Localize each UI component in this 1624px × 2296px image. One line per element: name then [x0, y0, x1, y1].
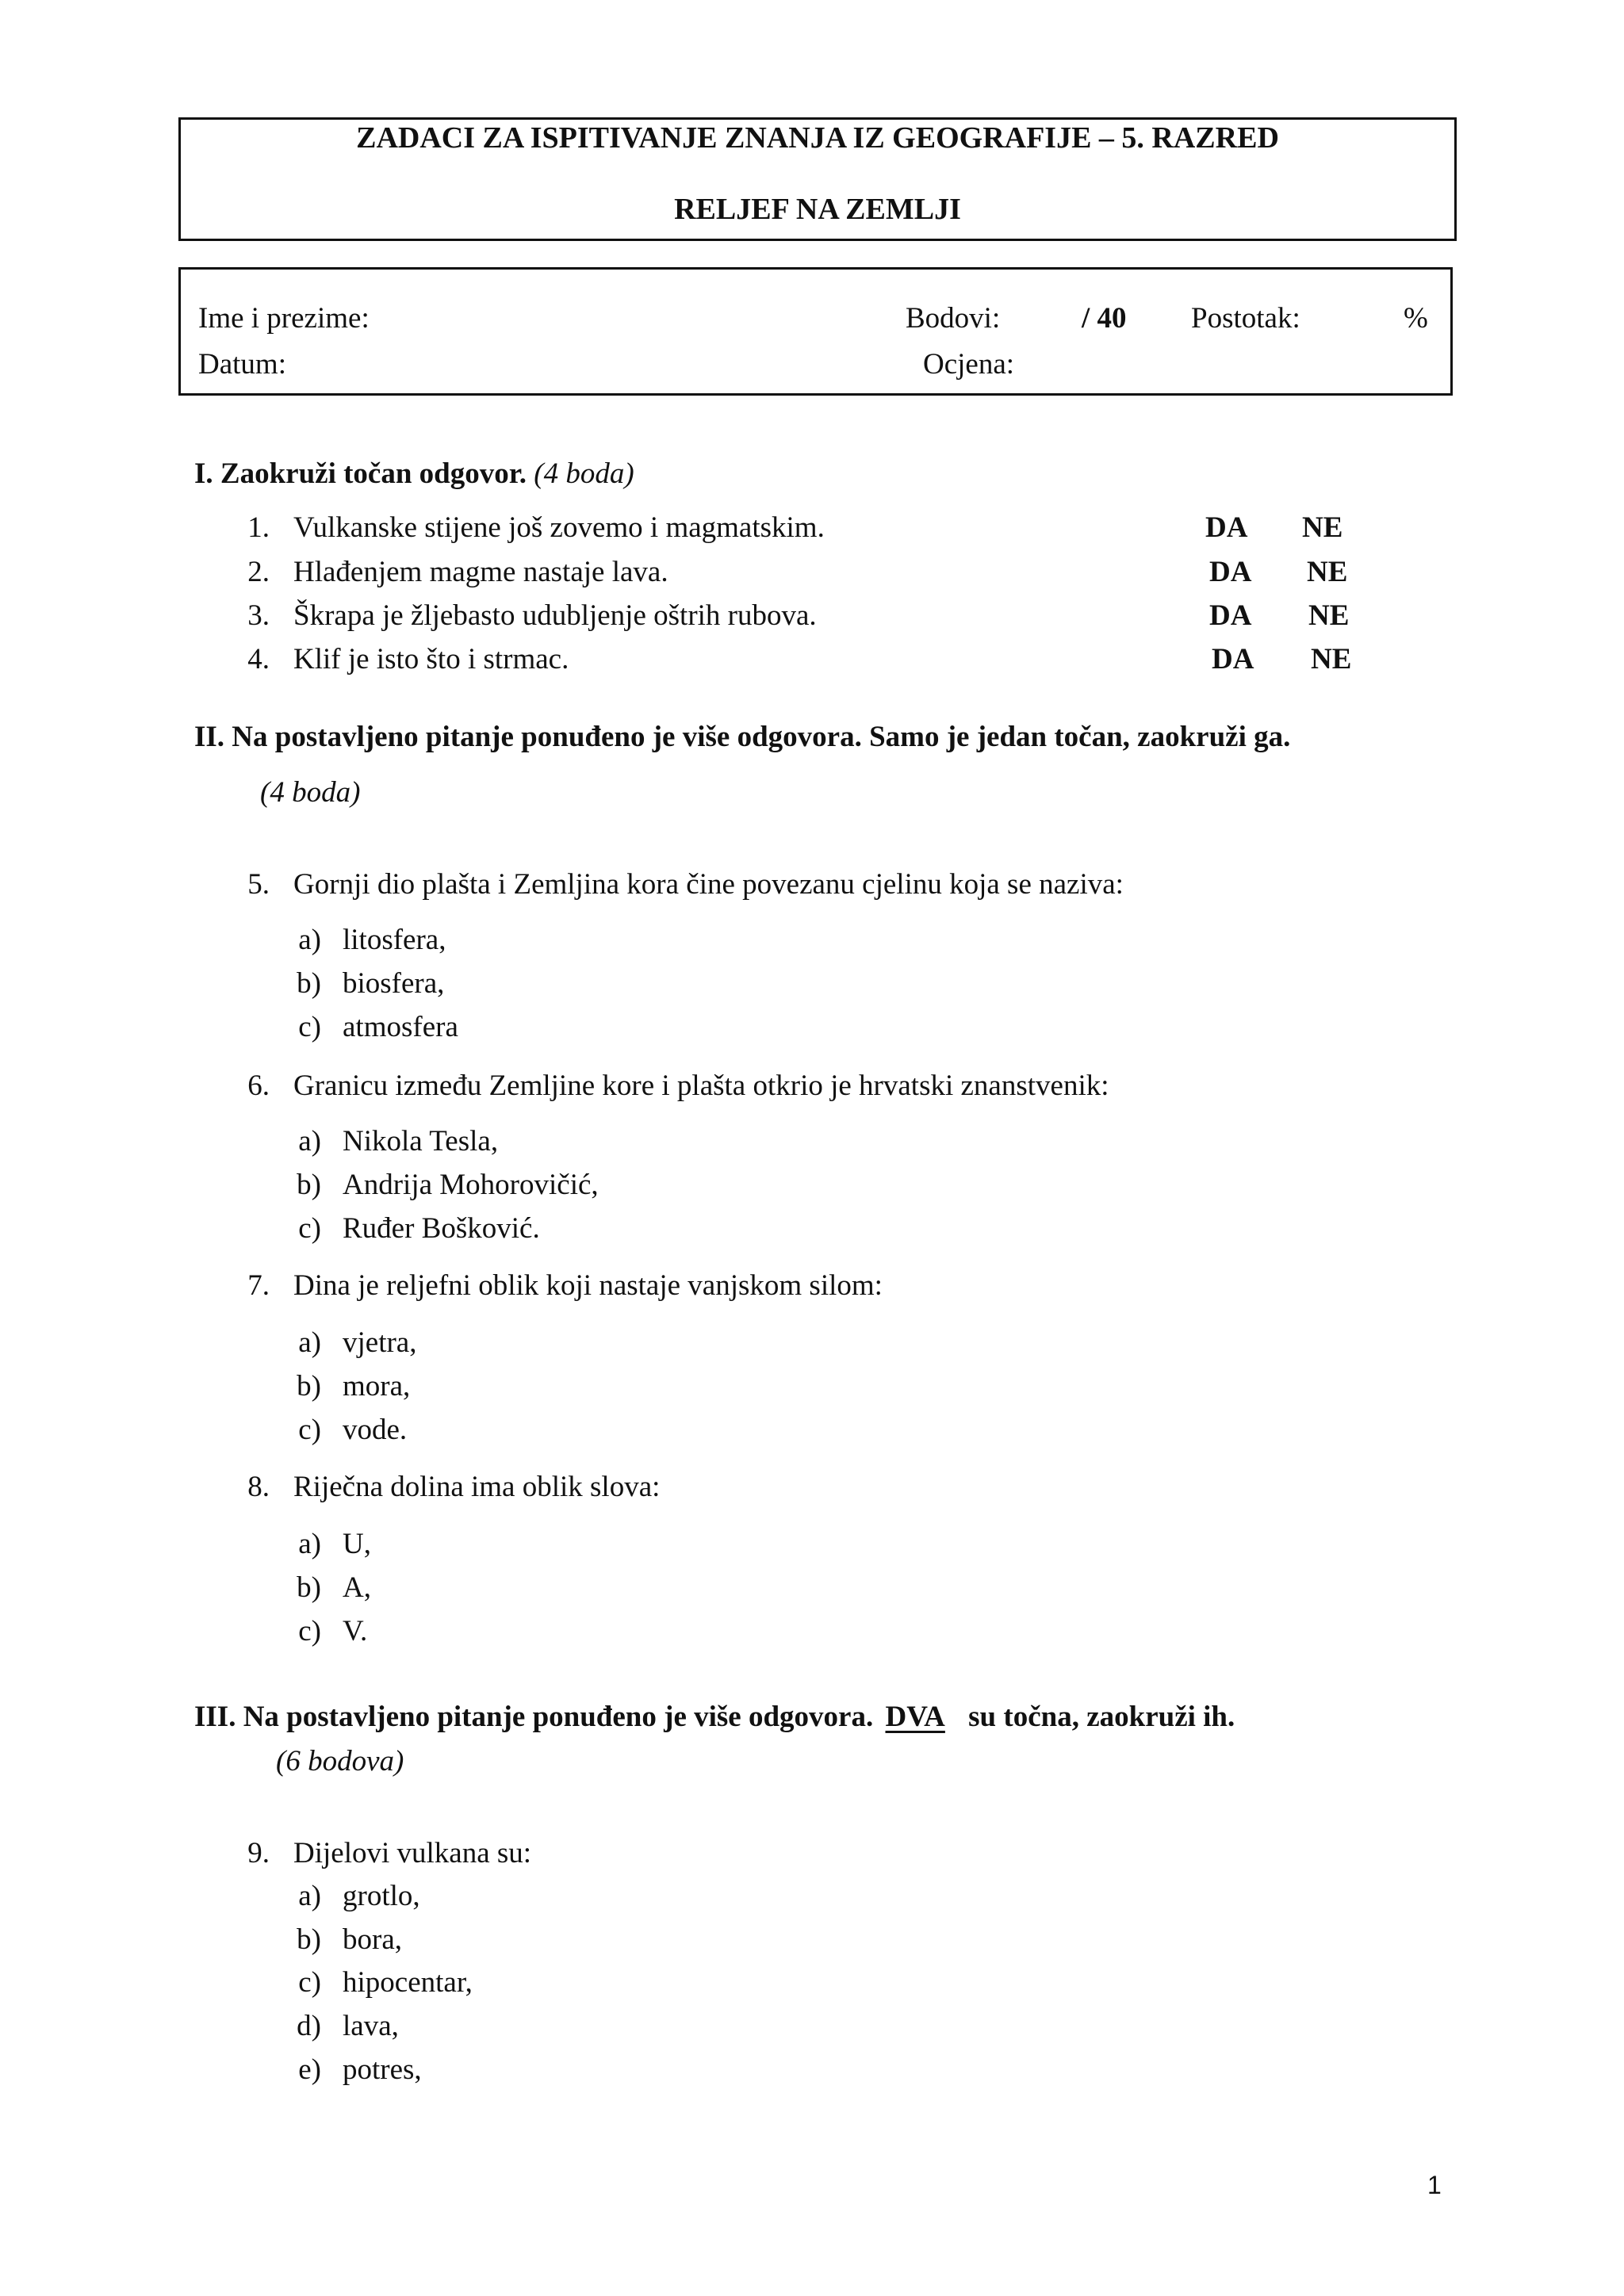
option-text[interactable]: mora, — [343, 1370, 411, 1402]
option-text[interactable]: A, — [343, 1571, 371, 1604]
option-text[interactable]: vode. — [343, 1414, 408, 1446]
statement-number: 4. — [247, 643, 270, 675]
option-letter[interactable]: e) — [298, 2053, 321, 2086]
option-letter[interactable]: a) — [298, 924, 321, 956]
statement-number: 2. — [247, 556, 270, 588]
name-label: Ime i prezime: — [198, 302, 370, 335]
option-text[interactable]: Ruđer Bošković. — [343, 1212, 540, 1245]
option-text[interactable]: bora, — [343, 1923, 402, 1956]
answer-no[interactable]: NE — [1307, 556, 1348, 588]
section-3-points: (6 bodova) — [276, 1745, 404, 1777]
question-number: 5. — [247, 868, 270, 901]
option-text[interactable]: V. — [343, 1615, 368, 1647]
option-letter[interactable]: c) — [298, 1414, 321, 1446]
option-text[interactable]: Nikola Tesla, — [343, 1125, 499, 1158]
option-letter[interactable]: c) — [298, 1966, 321, 1999]
section-1-points: (4 boda) — [534, 457, 634, 490]
answer-no[interactable]: NE — [1311, 643, 1352, 675]
question-number: 8. — [247, 1471, 270, 1503]
section-2-points: (4 boda) — [260, 776, 361, 809]
option-letter[interactable]: a) — [298, 1528, 321, 1560]
question-text: Granicu između Zemljine kore i plašta otkrio je hrvatski znanstvenik: — [293, 1070, 1109, 1102]
question-text: Dina je reljefni oblik koji nastaje vanjskom silom: — [293, 1269, 883, 1302]
points-label: Bodovi: — [906, 302, 1001, 335]
option-letter[interactable]: c) — [298, 1615, 321, 1647]
section-2-heading: II. Na postavljeno pitanje ponuđeno je više odgovora. Samo je jedan točan, zaokruži ga. — [194, 721, 1291, 753]
statement-text: Škrapa je žljebasto udubljenje oštrih rubova. — [293, 599, 817, 632]
statement-number: 1. — [247, 511, 270, 544]
option-letter[interactable]: b) — [297, 1571, 321, 1604]
option-letter[interactable]: c) — [298, 1212, 321, 1245]
option-text[interactable]: grotlo, — [343, 1880, 420, 1912]
option-letter[interactable]: b) — [297, 1169, 321, 1201]
section-3-heading-start: III. Na postavljeno pitanje ponuđeno je više odgovora. — [194, 1701, 874, 1733]
statement-text: Klif je isto što i strmac. — [293, 643, 569, 675]
option-text[interactable]: Andrija Mohorovičić, — [343, 1169, 599, 1201]
page-subtitle: RELJEF NA ZEMLJI — [674, 193, 961, 226]
answer-yes[interactable]: DA — [1212, 643, 1254, 675]
question-text: Dijelovi vulkana su: — [293, 1837, 532, 1869]
question-text: Riječna dolina ima oblik slova: — [293, 1471, 661, 1503]
option-text[interactable]: atmosfera — [343, 1011, 458, 1043]
question-number: 7. — [247, 1269, 270, 1302]
option-text[interactable]: vjetra, — [343, 1326, 417, 1359]
option-letter[interactable]: d) — [297, 2010, 321, 2042]
answer-no[interactable]: NE — [1302, 511, 1343, 544]
question-text: Gornji dio plašta i Zemljina kora čine povezanu cjelinu koja se naziva: — [293, 868, 1124, 901]
question-number: 9. — [247, 1837, 270, 1869]
statement-number: 3. — [247, 599, 270, 632]
option-text[interactable]: biosfera, — [343, 967, 445, 1000]
section-3-heading — [194, 1700, 1235, 1734]
option-letter[interactable]: b) — [297, 1923, 321, 1956]
answer-yes[interactable]: DA — [1205, 511, 1248, 544]
option-letter[interactable]: a) — [298, 1880, 321, 1912]
section-3-emphasis: DVA — [885, 1701, 945, 1733]
option-letter[interactable]: a) — [298, 1125, 321, 1158]
page-number: 1 — [1427, 2171, 1442, 2199]
statement-text: Vulkanske stijene još zovemo i magmatskim. — [293, 511, 825, 544]
answer-yes[interactable]: DA — [1209, 599, 1252, 632]
date-label: Datum: — [198, 348, 286, 381]
option-letter[interactable]: b) — [297, 1370, 321, 1402]
option-text[interactable]: lava, — [343, 2010, 399, 2042]
section-1-heading-text: I. Zaokruži točan odgovor. — [194, 457, 527, 490]
option-letter[interactable]: b) — [297, 967, 321, 1000]
section-1-heading — [194, 457, 634, 491]
option-text[interactable]: litosfera, — [343, 924, 446, 956]
option-text[interactable]: hipocentar, — [343, 1966, 473, 1999]
section-3-heading-end: su točna, zaokruži ih. — [968, 1701, 1235, 1733]
points-max: / 40 — [1082, 302, 1127, 335]
percent-label: Postotak: — [1191, 302, 1300, 335]
option-text[interactable]: U, — [343, 1528, 371, 1560]
statement-text: Hlađenjem magme nastaje lava. — [293, 556, 668, 588]
grade-label: Ocjena: — [923, 348, 1015, 381]
answer-no[interactable]: NE — [1308, 599, 1350, 632]
page-title: ZADACI ZA ISPITIVANJE ZNANJA IZ GEOGRAFIJE – 5. RAZRED — [356, 121, 1279, 155]
question-number: 6. — [247, 1070, 270, 1102]
option-letter[interactable]: a) — [298, 1326, 321, 1359]
percent-sign: % — [1404, 302, 1428, 335]
answer-yes[interactable]: DA — [1209, 556, 1252, 588]
option-text[interactable]: potres, — [343, 2053, 422, 2086]
option-letter[interactable]: c) — [298, 1011, 321, 1043]
